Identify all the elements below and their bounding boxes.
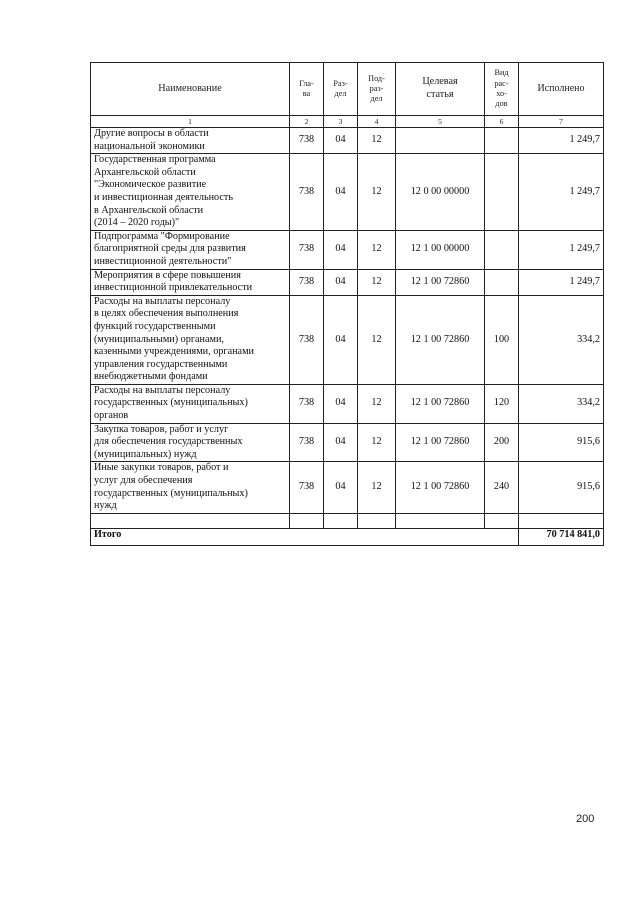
column-number: 1 bbox=[91, 116, 290, 128]
row-subsection: 12 bbox=[358, 462, 396, 513]
header-section: Раз- дел bbox=[324, 63, 358, 116]
table-row bbox=[91, 462, 604, 513]
header-name: Наименование bbox=[91, 63, 290, 116]
blank-cell bbox=[91, 513, 290, 528]
row-subsection: 12 bbox=[358, 230, 396, 269]
table-row bbox=[91, 384, 604, 423]
row-expense bbox=[485, 269, 519, 295]
table-row bbox=[91, 269, 604, 295]
column-number: 7 bbox=[519, 116, 604, 128]
header-executed: Исполнено bbox=[519, 63, 604, 116]
row-name: Иные закупки товаров, работ и услуг для обеспечения государственных (муниципальных) нужд bbox=[91, 462, 290, 513]
row-chapter: 738 bbox=[290, 295, 324, 384]
blank-cell bbox=[324, 513, 358, 528]
row-section: 04 bbox=[324, 230, 358, 269]
row-target: 12 0 00 00000 bbox=[396, 154, 485, 231]
row-executed: 915,6 bbox=[519, 462, 604, 513]
row-target: 12 1 00 72860 bbox=[396, 269, 485, 295]
row-section: 04 bbox=[324, 462, 358, 513]
blank-cell bbox=[396, 513, 485, 528]
row-subsection: 12 bbox=[358, 295, 396, 384]
row-chapter: 738 bbox=[290, 462, 324, 513]
row-subsection: 12 bbox=[358, 154, 396, 231]
row-target: 12 1 00 72860 bbox=[396, 295, 485, 384]
row-name: Государственная программа Архангельской области "Экономическое развитие и инвестиционная деятельность в Архангельской области (2014 – 2020 годы)" bbox=[91, 154, 290, 231]
table-row bbox=[91, 423, 604, 462]
row-name: Расходы на выплаты персоналу государственных (муниципальных) органов bbox=[91, 384, 290, 423]
row-executed: 1 249,7 bbox=[519, 128, 604, 154]
blank-cell bbox=[485, 513, 519, 528]
blank-cell bbox=[358, 513, 396, 528]
page-number: 200 bbox=[576, 813, 595, 825]
row-name: Другие вопросы в области национальной экономики bbox=[91, 128, 290, 154]
row-executed: 334,2 bbox=[519, 384, 604, 423]
blank-cell bbox=[290, 513, 324, 528]
row-expense: 200 bbox=[485, 423, 519, 462]
column-number-row bbox=[91, 116, 604, 128]
row-chapter: 738 bbox=[290, 384, 324, 423]
row-executed: 334,2 bbox=[519, 295, 604, 384]
row-subsection: 12 bbox=[358, 384, 396, 423]
total-label: Итого bbox=[91, 528, 519, 545]
row-chapter: 738 bbox=[290, 423, 324, 462]
blank-cell bbox=[519, 513, 604, 528]
row-subsection: 12 bbox=[358, 423, 396, 462]
row-chapter: 738 bbox=[290, 269, 324, 295]
row-target: 12 1 00 00000 bbox=[396, 230, 485, 269]
row-name: Закупка товаров, работ и услуг для обеспечения государственных (муниципальных) нужд bbox=[91, 423, 290, 462]
header-subsection: Под- раз- дел bbox=[358, 63, 396, 116]
row-executed: 1 249,7 bbox=[519, 154, 604, 231]
table-row bbox=[91, 128, 604, 154]
total-row bbox=[91, 528, 604, 545]
budget-table bbox=[90, 62, 604, 546]
row-name: Расходы на выплаты персоналу в целях обеспечения выполнения функций государственными (муниципальными) органами, казенными учреждениями, органами управления государственными внебюджетными фондами bbox=[91, 295, 290, 384]
header-target-article: Целевая статья bbox=[396, 63, 485, 116]
row-expense bbox=[485, 128, 519, 154]
row-expense bbox=[485, 154, 519, 231]
table-row bbox=[91, 295, 604, 384]
blank-row bbox=[91, 513, 604, 528]
table-row bbox=[91, 154, 604, 231]
row-section: 04 bbox=[324, 295, 358, 384]
row-section: 04 bbox=[324, 423, 358, 462]
row-chapter: 738 bbox=[290, 154, 324, 231]
row-chapter: 738 bbox=[290, 230, 324, 269]
row-target: 12 1 00 72860 bbox=[396, 462, 485, 513]
row-executed: 1 249,7 bbox=[519, 269, 604, 295]
row-expense: 100 bbox=[485, 295, 519, 384]
row-name: Подпрограмма "Формирование благоприятной среды для развития инвестиционной деятельности" bbox=[91, 230, 290, 269]
row-section: 04 bbox=[324, 154, 358, 231]
row-section: 04 bbox=[324, 269, 358, 295]
row-subsection: 12 bbox=[358, 128, 396, 154]
row-expense: 120 bbox=[485, 384, 519, 423]
column-number: 6 bbox=[485, 116, 519, 128]
column-number: 3 bbox=[324, 116, 358, 128]
row-subsection: 12 bbox=[358, 269, 396, 295]
row-expense bbox=[485, 230, 519, 269]
row-section: 04 bbox=[324, 128, 358, 154]
column-number: 2 bbox=[290, 116, 324, 128]
row-executed: 915,6 bbox=[519, 423, 604, 462]
row-section: 04 bbox=[324, 384, 358, 423]
table-row bbox=[91, 230, 604, 269]
row-target: 12 1 00 72860 bbox=[396, 384, 485, 423]
row-expense: 240 bbox=[485, 462, 519, 513]
column-number: 4 bbox=[358, 116, 396, 128]
header-chapter: Гла- ва bbox=[290, 63, 324, 116]
table-header-row bbox=[91, 63, 604, 116]
row-executed: 1 249,7 bbox=[519, 230, 604, 269]
row-chapter: 738 bbox=[290, 128, 324, 154]
total-value: 70 714 841,0 bbox=[519, 528, 604, 545]
row-target: 12 1 00 72860 bbox=[396, 423, 485, 462]
row-name: Мероприятия в сфере повышения инвестиционной привлекательности bbox=[91, 269, 290, 295]
row-target bbox=[396, 128, 485, 154]
header-expense-type: Вид рас- хо- дов bbox=[485, 63, 519, 116]
column-number: 5 bbox=[396, 116, 485, 128]
